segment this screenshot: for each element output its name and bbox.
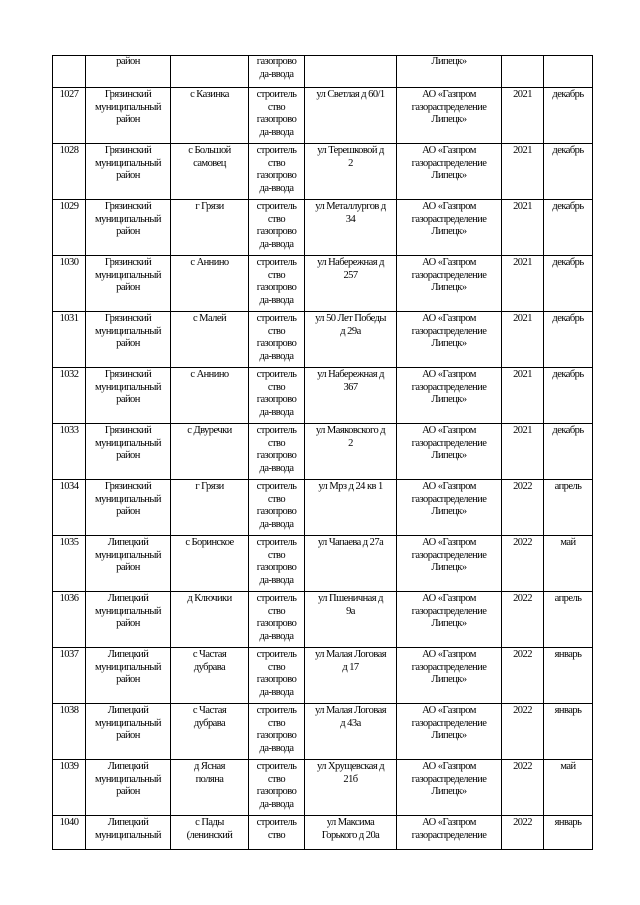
cell-settlement: д Ключики — [171, 592, 249, 648]
cell-work-type: строитель ство газопрово да-ввода — [249, 312, 305, 368]
cell-year: 2021 — [502, 144, 544, 200]
cell-district: Грязинский муниципальный район — [86, 368, 171, 424]
cell-address: ул Малая Логовая д 17 — [305, 648, 397, 704]
table-row — [53, 592, 593, 648]
cell-work-type: строитель ство газопрово да-ввода — [249, 592, 305, 648]
cell-address: ул Максима Горького д 20а — [305, 816, 397, 850]
cell-work-type: строитель ство газопрово да-ввода — [249, 760, 305, 816]
cell-organization: АО «Газпром газораспределение Липецк» — [397, 200, 502, 256]
cell-year: 2021 — [502, 200, 544, 256]
cell-organization: АО «Газпром газораспределение Липецк» — [397, 88, 502, 144]
cell-district: Грязинский муниципальный район — [86, 312, 171, 368]
cell-month: апрель — [544, 592, 593, 648]
cell-work-type: строитель ство газопрово да-ввода — [249, 536, 305, 592]
cell-address: ул Набережная д 257 — [305, 256, 397, 312]
cell-number: 1038 — [53, 704, 86, 760]
cell-settlement: с Аннино — [171, 256, 249, 312]
cell-address: ул Мрз д 24 кв 1 — [305, 480, 397, 536]
cell-address: ул Терешковой д 2 — [305, 144, 397, 200]
cell-district: Грязинский муниципальный район — [86, 200, 171, 256]
cell-number: 1029 — [53, 200, 86, 256]
table-row — [53, 816, 593, 850]
cell-district: Липецкий муниципальный район — [86, 704, 171, 760]
cell-year: 2021 — [502, 424, 544, 480]
cell-year: 2022 — [502, 704, 544, 760]
cell-month: декабрь — [544, 144, 593, 200]
cell-year: 2021 — [502, 256, 544, 312]
cell-address: ул 50 Лет Победы д 29а — [305, 312, 397, 368]
table-row — [53, 256, 593, 312]
cell-month: январь — [544, 704, 593, 760]
cell-district: Грязинский муниципальный район — [86, 256, 171, 312]
cell-month: декабрь — [544, 88, 593, 144]
cell-settlement — [171, 56, 249, 88]
cell-year: 2022 — [502, 536, 544, 592]
cell-organization: АО «Газпром газораспределение Липецк» — [397, 704, 502, 760]
cell-number: 1027 — [53, 88, 86, 144]
cell-settlement: д Ясная поляна — [171, 760, 249, 816]
cell-month: декабрь — [544, 368, 593, 424]
cell-year: 2021 — [502, 368, 544, 424]
cell-year: 2021 — [502, 312, 544, 368]
cell-organization: АО «Газпром газораспределение Липецк» — [397, 760, 502, 816]
cell-month: май — [544, 536, 593, 592]
cell-district: Грязинский муниципальный район — [86, 144, 171, 200]
cell-settlement: с Аннино — [171, 368, 249, 424]
cell-work-type: строитель ство — [249, 816, 305, 850]
cell-year: 2022 — [502, 648, 544, 704]
table-row — [53, 648, 593, 704]
cell-work-type: строитель ство газопрово да-ввода — [249, 424, 305, 480]
cell-month: январь — [544, 816, 593, 850]
cell-month: декабрь — [544, 424, 593, 480]
cell-district: Грязинский муниципальный район — [86, 88, 171, 144]
cell-organization: АО «Газпром газораспределение Липецк» — [397, 592, 502, 648]
cell-settlement: с Большой самовец — [171, 144, 249, 200]
cell-number — [53, 56, 86, 88]
cell-month — [544, 56, 593, 88]
cell-settlement: с Малей — [171, 312, 249, 368]
cell-month: апрель — [544, 480, 593, 536]
cell-address: ул Набережная д 367 — [305, 368, 397, 424]
cell-district: Липецкий муниципальный — [86, 816, 171, 850]
cell-month: май — [544, 760, 593, 816]
cell-address: ул Светлая д 60/1 — [305, 88, 397, 144]
cell-work-type: газопрово да-ввода — [249, 56, 305, 88]
cell-organization: АО «Газпром газораспределение Липецк» — [397, 424, 502, 480]
table-row — [53, 480, 593, 536]
cell-organization: АО «Газпром газораспределение Липецк» — [397, 256, 502, 312]
cell-number: 1031 — [53, 312, 86, 368]
cell-number: 1033 — [53, 424, 86, 480]
cell-number: 1030 — [53, 256, 86, 312]
cell-year: 2022 — [502, 816, 544, 850]
cell-work-type: строитель ство газопрово да-ввода — [249, 648, 305, 704]
cell-month: декабрь — [544, 256, 593, 312]
cell-organization: Липецк» — [397, 56, 502, 88]
cell-year: 2022 — [502, 760, 544, 816]
cell-district: Грязинский муниципальный район — [86, 424, 171, 480]
table-row — [53, 312, 593, 368]
cell-number: 1040 — [53, 816, 86, 850]
cell-number: 1039 — [53, 760, 86, 816]
table-row — [53, 760, 593, 816]
table-row-continuation — [53, 56, 593, 88]
cell-district: Липецкий муниципальный район — [86, 648, 171, 704]
cell-year: 2022 — [502, 592, 544, 648]
cell-address: ул Хрущевская д 21б — [305, 760, 397, 816]
table-row — [53, 144, 593, 200]
table-row — [53, 704, 593, 760]
cell-district: район — [86, 56, 171, 88]
cell-work-type: строитель ство газопрово да-ввода — [249, 200, 305, 256]
cell-number: 1037 — [53, 648, 86, 704]
cell-district: Липецкий муниципальный район — [86, 760, 171, 816]
table-row — [53, 424, 593, 480]
cell-settlement: с Пады (ленинский — [171, 816, 249, 850]
table-body — [53, 56, 593, 850]
cell-address: ул Маяковского д 2 — [305, 424, 397, 480]
table-row — [53, 368, 593, 424]
registry-table — [52, 55, 593, 850]
cell-work-type: строитель ство газопрово да-ввода — [249, 368, 305, 424]
cell-organization: АО «Газпром газораспределение Липецк» — [397, 368, 502, 424]
cell-address: ул Пшеничная д 9а — [305, 592, 397, 648]
cell-organization: АО «Газпром газораспределение Липецк» — [397, 648, 502, 704]
cell-district: Липецкий муниципальный район — [86, 592, 171, 648]
cell-organization: АО «Газпром газораспределение Липецк» — [397, 536, 502, 592]
cell-address: ул Металлургов д 34 — [305, 200, 397, 256]
cell-month: декабрь — [544, 312, 593, 368]
cell-organization: АО «Газпром газораспределение Липецк» — [397, 480, 502, 536]
cell-settlement: с Боринское — [171, 536, 249, 592]
table-row — [53, 88, 593, 144]
cell-settlement: г Грязи — [171, 480, 249, 536]
cell-year — [502, 56, 544, 88]
cell-year: 2021 — [502, 88, 544, 144]
cell-settlement: г Грязи — [171, 200, 249, 256]
cell-settlement: с Частая дубрава — [171, 648, 249, 704]
cell-settlement: с Казинка — [171, 88, 249, 144]
cell-organization: АО «Газпром газораспределение — [397, 816, 502, 850]
cell-district: Липецкий муниципальный район — [86, 536, 171, 592]
cell-number: 1032 — [53, 368, 86, 424]
cell-work-type: строитель ство газопрово да-ввода — [249, 480, 305, 536]
cell-number: 1036 — [53, 592, 86, 648]
cell-organization: АО «Газпром газораспределение Липецк» — [397, 144, 502, 200]
cell-month: декабрь — [544, 200, 593, 256]
cell-settlement: с Частая дубрава — [171, 704, 249, 760]
cell-address — [305, 56, 397, 88]
cell-settlement: с Двуречки — [171, 424, 249, 480]
table-row — [53, 536, 593, 592]
cell-month: январь — [544, 648, 593, 704]
cell-work-type: строитель ство газопрово да-ввода — [249, 704, 305, 760]
cell-organization: АО «Газпром газораспределение Липецк» — [397, 312, 502, 368]
table-row — [53, 200, 593, 256]
cell-work-type: строитель ство газопрово да-ввода — [249, 88, 305, 144]
cell-year: 2022 — [502, 480, 544, 536]
cell-work-type: строитель ство газопрово да-ввода — [249, 144, 305, 200]
cell-district: Грязинский муниципальный район — [86, 480, 171, 536]
cell-number: 1035 — [53, 536, 86, 592]
cell-work-type: строитель ство газопрово да-ввода — [249, 256, 305, 312]
cell-address: ул Малая Логовая д 43а — [305, 704, 397, 760]
cell-number: 1034 — [53, 480, 86, 536]
cell-address: ул Чапаева д 27а — [305, 536, 397, 592]
cell-number: 1028 — [53, 144, 86, 200]
